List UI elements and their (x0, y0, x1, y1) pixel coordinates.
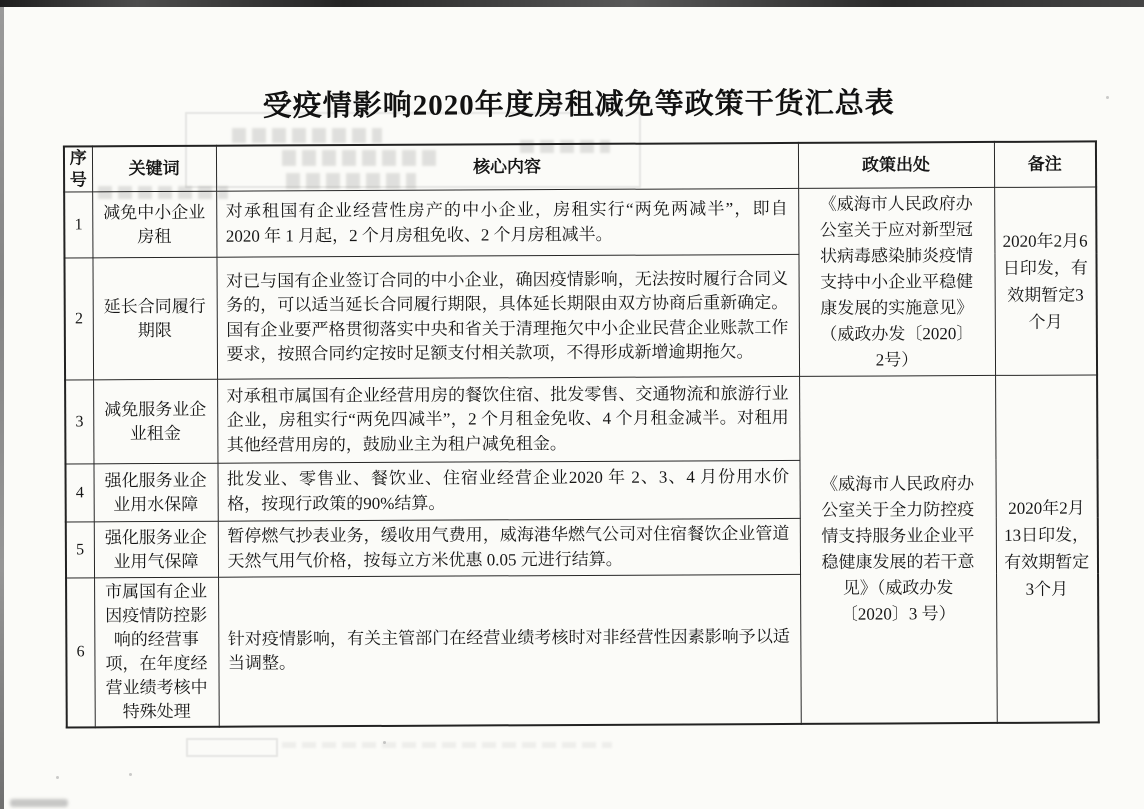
header-serial-number: 序号 (64, 146, 92, 192)
row-number-cell: 1 (64, 192, 92, 258)
keyword-cell: 减免中小企业房租 (92, 191, 216, 258)
header-policy-source: 政策出处 (798, 142, 994, 188)
keyword-cell: 减免服务业企业租金 (93, 379, 217, 464)
document-title: 受疫情影响2020年度房租减免等政策干货汇总表 (262, 87, 895, 123)
row-number-cell: 2 (64, 258, 93, 380)
policy-source-cell: 《威海市人民政府办公室关于应对新型冠状病毒感染肺炎疫情支持中小企业平稳健康发展的实施意见》（威政办发〔2020〕2号） (798, 187, 995, 376)
content-cell: 针对疫情影响，有关主管部门在经营业绩考核时对非经营性因素影响予以适当调整。 (218, 574, 801, 726)
row-number-cell: 4 (65, 464, 93, 522)
row-number-cell: 3 (65, 380, 93, 464)
header-remark: 备注 (994, 141, 1096, 187)
row-number-cell: 6 (66, 578, 95, 728)
content-cell: 暂停燃气抄表业务，缓收用气费用，威海港华燃气公司对住宿餐饮企业管道天然气用气价格，按每立方米优惠 0.05 元进行结算。 (218, 518, 800, 577)
remark-cell: 2020年2月6日印发，有效期暂定3个月 (994, 187, 1097, 375)
header-core-content: 核心内容 (216, 143, 798, 191)
keyword-cell: 强化服务业企业用气保障 (94, 521, 218, 578)
header-keyword: 关键词 (92, 146, 216, 192)
policy-source-cell: 《威海市人民政府办公室关于全力防控疫情支持服务业企业平稳健康发展的若干意见》（威政办发〔2020〕3 号） (799, 375, 997, 723)
policy-summary-table (63, 140, 1100, 728)
content-cell: 对已与国有企业签订合同的中小企业，确因疫情影响，无法按时履行合同义务的，可以适当延长合同履行期限，具体延长期限由双方协商后重新确定。国有企业要严格贯彻落实中央和省关于清理拖欠中小企业民营企业账款工作要求，按照合同约定按时足额支付相关款项，不得形成新增逾期拖欠。 (216, 254, 799, 379)
content-cell: 对承租市属国有企业经营用房的餐饮住宿、批发零售、交通物流和旅游行业企业，房租实行“两免四减半”，2 个月租金免收、4 个月租金减半。对租用其他经营用房的，鼓励业主为租户减免租金。 (217, 376, 799, 463)
content-cell: 对承租国有企业经营性房产的中小企业，房租实行“两免两减半”，即自 2020 年 1 月起，2 个月房租免收、2 个月房租减半。 (216, 188, 798, 257)
header-row (64, 141, 1096, 192)
remark-cell: 2020年2月13日印发，有效期暂定3个月 (995, 375, 1099, 723)
row-number-cell: 5 (66, 522, 94, 578)
keyword-cell: 市属国有企业因疫情防控影响的经营事项，在年度经营业绩考核中特殊处理 (94, 577, 219, 727)
keyword-cell: 延长合同履行期限 (92, 257, 217, 380)
table-row (64, 187, 1096, 258)
table-row (65, 375, 1097, 464)
keyword-cell: 强化服务业企业用水保障 (93, 463, 217, 522)
content-cell: 批发业、零售业、餐饮业、住宿业经营企业2020 年 2、3、4 月份用水价格，按现行政策的90%结算。 (217, 460, 799, 521)
